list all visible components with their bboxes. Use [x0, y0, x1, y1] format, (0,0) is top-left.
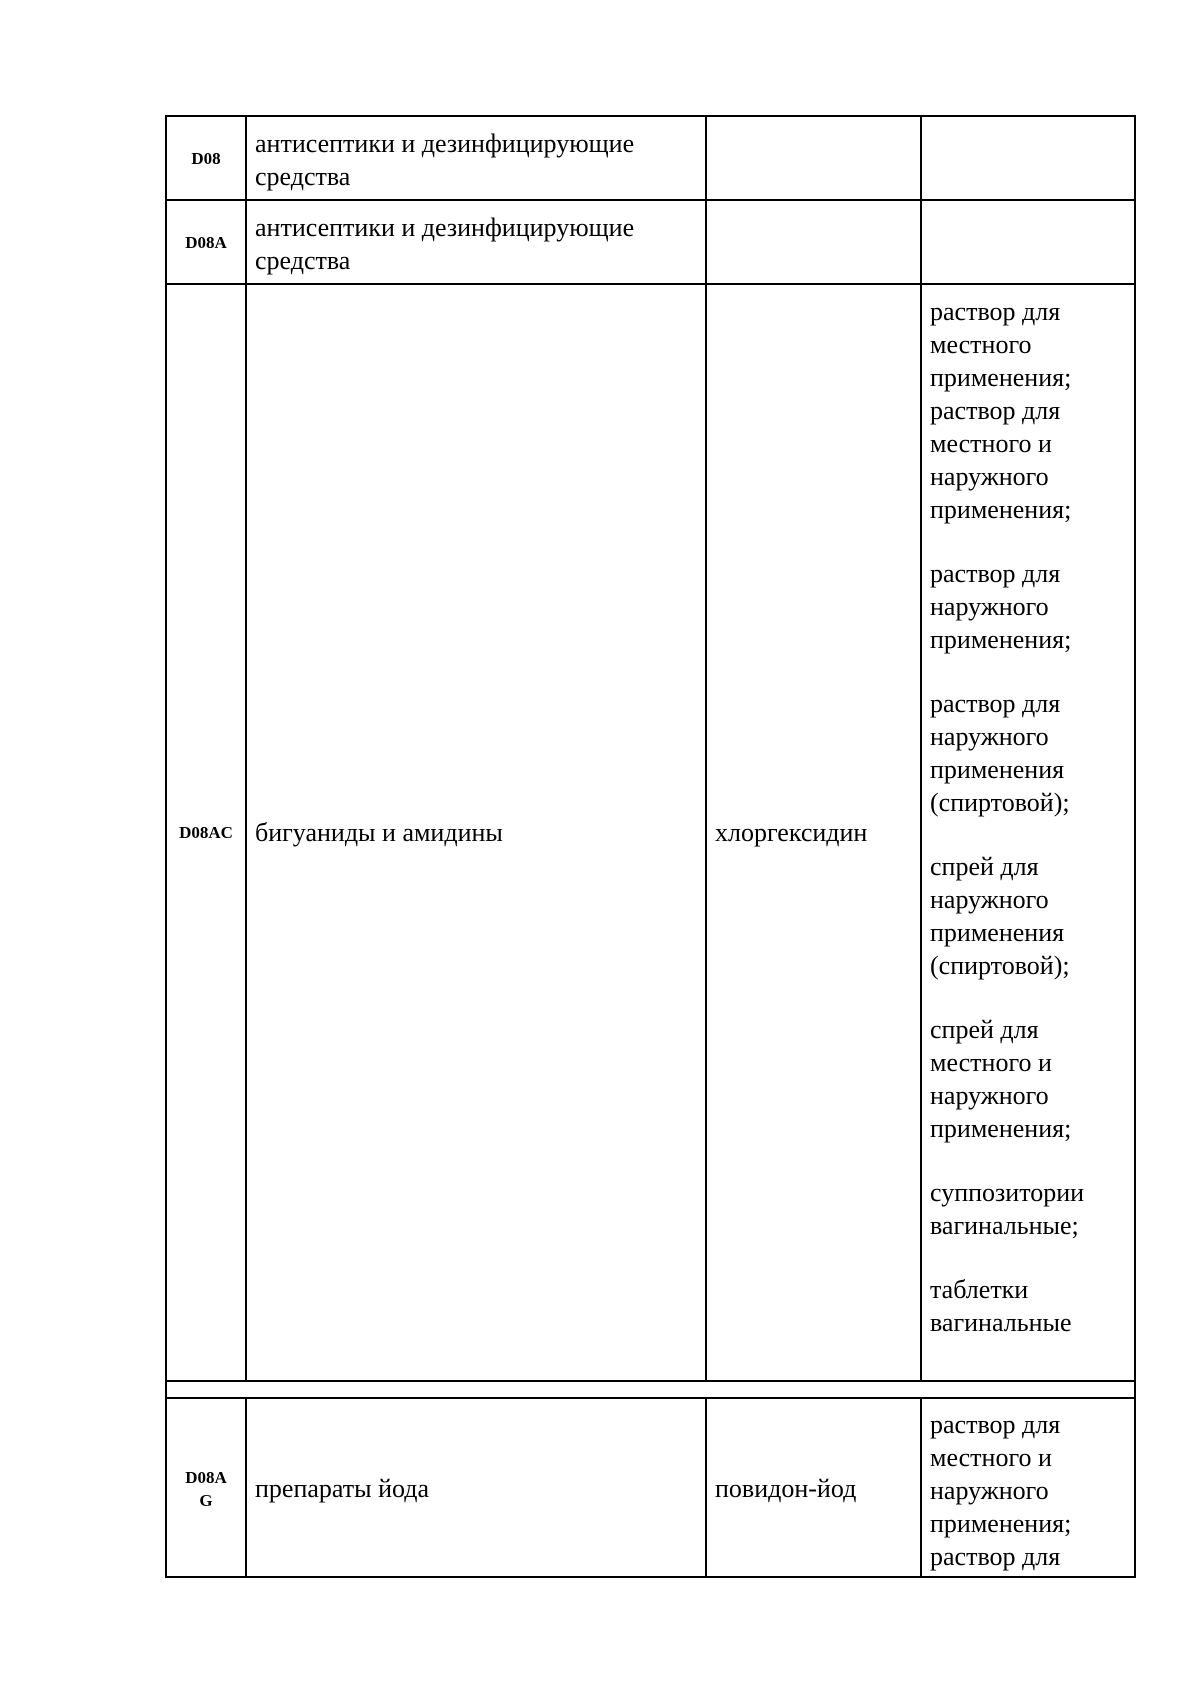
- page-break-gap: [169, 1382, 1132, 1397]
- dosage-form-item: раствор для местного и наружного применения;: [930, 1410, 1072, 1538]
- row-name: [247, 1399, 705, 1578]
- row-name-text: препараты йода: [255, 1474, 430, 1503]
- dosage-form-item: спрей для местного и наружного применения;: [930, 1015, 1072, 1143]
- dosage-form-item: спрей для наружного применения (спиртовой);: [930, 852, 1070, 980]
- drug-table: [165, 115, 1136, 1578]
- row-drug: [707, 285, 920, 1380]
- row-code: D08AC: [179, 823, 233, 842]
- row-code-line: D08A: [185, 1467, 227, 1487]
- row-code: [167, 1399, 245, 1578]
- row-drug-text: хлоргексидин: [715, 818, 868, 847]
- row-name: антисептики и дезинфицирующие средства: [255, 213, 635, 275]
- dosage-form-item: раствор для местного и наружного применения;: [930, 396, 1072, 524]
- dosage-form-item: раствор для: [930, 1542, 1061, 1571]
- dosage-form-item: раствор для наружного применения;: [930, 559, 1072, 654]
- row-code: D08A: [185, 232, 227, 252]
- row-name: антисептики и дезинфицирующие средства: [255, 129, 635, 191]
- row-code-line: G: [199, 1490, 213, 1510]
- dosage-form-item: раствор для наружного применения (спиртовой);: [930, 689, 1070, 817]
- row-dosage-forms: [922, 285, 1136, 1380]
- row-name: [247, 285, 705, 1380]
- row-dosage-forms: [922, 1399, 1136, 1578]
- row-drug: [707, 1399, 920, 1578]
- row-name-text: бигуаниды и амидины: [255, 818, 503, 847]
- row-divider: [167, 199, 1134, 201]
- dosage-form-item: раствор для местного применения;: [930, 297, 1072, 392]
- dosage-form-item: таблетки вагинальные: [930, 1275, 1072, 1337]
- row-code: D08: [191, 148, 221, 168]
- dosage-form-item: суппозитории вагинальные;: [930, 1178, 1085, 1240]
- row-drug-text: повидон-йод: [715, 1474, 857, 1503]
